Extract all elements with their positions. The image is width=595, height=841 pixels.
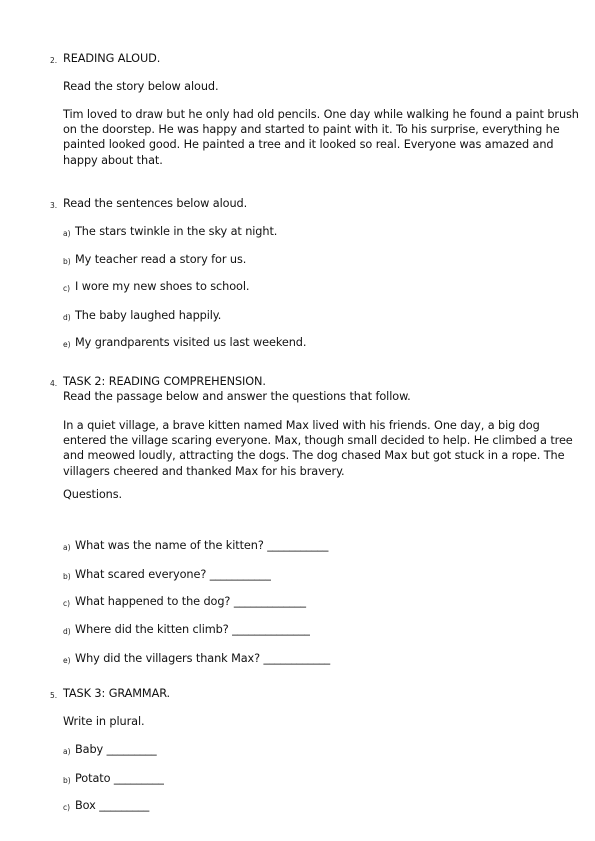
section-heading: TASK 3: GRAMMAR. bbox=[63, 687, 171, 700]
section-number: 2. bbox=[50, 56, 58, 65]
list-marker: b) bbox=[63, 572, 71, 581]
list-item: The stars twinkle in the sky at night. bbox=[75, 225, 278, 238]
grammar-item: Baby _________ bbox=[75, 743, 157, 756]
list-marker: c) bbox=[63, 284, 71, 293]
list-item: The baby laughed happily. bbox=[75, 309, 222, 322]
section-instruction: Read the story below aloud. bbox=[63, 80, 219, 93]
section-number: 5. bbox=[50, 691, 58, 700]
section-heading: TASK 2: READING COMPREHENSION. bbox=[63, 375, 266, 388]
list-item: I wore my new shoes to school. bbox=[75, 280, 250, 293]
section-number: 4. bbox=[50, 379, 58, 388]
list-marker: d) bbox=[63, 313, 71, 322]
section-number: 3. bbox=[50, 201, 58, 210]
grammar-item: Potato _________ bbox=[75, 772, 164, 785]
grammar-item: Box _________ bbox=[75, 799, 150, 812]
questions-label: Questions. bbox=[63, 488, 123, 501]
list-marker: c) bbox=[63, 803, 71, 812]
section-instruction: Write in plural. bbox=[63, 715, 145, 728]
question-item: What was the name of the kitten? ___________ bbox=[75, 539, 329, 552]
passage-paragraph: In a quiet village, a brave kitten named Max lived with his friends. One day, a big dog entered the village scaring everyone. Max, though small decided to help. He climbed a tree and meowed loudly, attracting the dogs. The dog chased Max but got stuck in a rope. The villagers cheered and thanked Max for his bravery. bbox=[63, 419, 573, 478]
question-item: Why did the villagers thank Max? ____________ bbox=[75, 652, 331, 665]
list-marker: a) bbox=[63, 747, 71, 756]
list-item: My grandparents visited us last weekend. bbox=[75, 336, 307, 349]
section-heading: READING ALOUD. bbox=[63, 52, 161, 65]
list-marker: e) bbox=[63, 340, 71, 349]
list-marker: e) bbox=[63, 656, 71, 665]
section-heading: Read the sentences below aloud. bbox=[63, 197, 248, 210]
list-item: My teacher read a story for us. bbox=[75, 253, 247, 266]
section-instruction: Read the passage below and answer the questions that follow. bbox=[63, 390, 411, 403]
list-marker: a) bbox=[63, 229, 71, 238]
list-marker: d) bbox=[63, 627, 71, 636]
story-paragraph: Tim loved to draw but he only had old pencils. One day while walking he found a paint brush on the doorstep. He was happy and started to paint with it. To his surprise, everything he painted looked good. He painted a tree and it looked so real. Everyone was amazed and happy about that. bbox=[63, 108, 579, 167]
list-marker: a) bbox=[63, 543, 71, 552]
question-item: Where did the kitten climb? ______________ bbox=[75, 623, 310, 636]
question-item: What scared everyone? ___________ bbox=[75, 568, 271, 581]
list-marker: b) bbox=[63, 257, 71, 266]
question-item: What happened to the dog? _____________ bbox=[75, 595, 306, 608]
list-marker: c) bbox=[63, 599, 71, 608]
list-marker: b) bbox=[63, 776, 71, 785]
